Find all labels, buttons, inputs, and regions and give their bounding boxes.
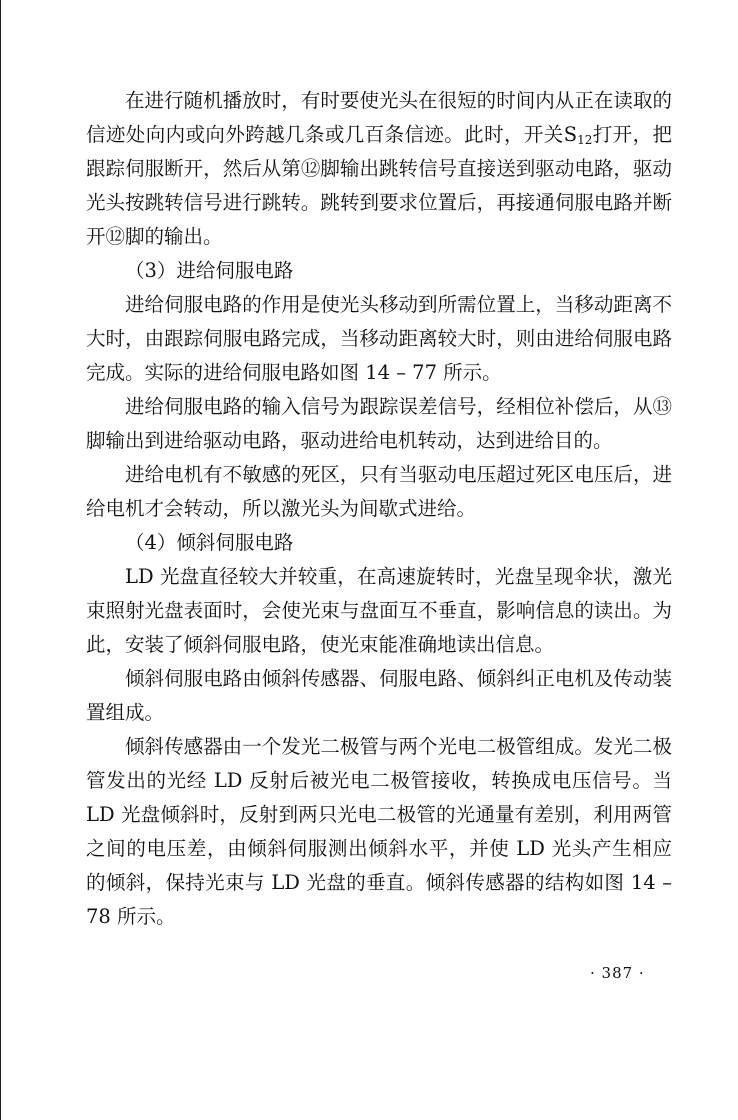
page-number: · 387 · [590, 964, 645, 982]
page-body [86, 84, 672, 934]
paragraph-ld-disc-tilt: LD 光盘直径较大并较重，在高速旋转时，光盘呈现伞状，激光束照射光盘表面时，会使光束与盘面互不垂直，影响信息的读出。为此，安装了倾斜伺服电路，使光束能准确地读出信息。 [86, 565, 672, 656]
paragraph-tilt-sensor: 倾斜传感器由一个发光二极管与两个光电二极管组成。发光二极管发出的光经 LD 反射后被光电二极管接收，转换成电压信号。当 LD 光盘倾斜时，反射到两只光电二极管的光通量有差别，利用两管之间的电压差，由倾斜伺服测出倾斜水平，并使 LD 光头产生相应的倾斜，保持光束与 LD 光盘的垂直。倾斜传感器的结构如图 14 – 78 所示。 [86, 735, 672, 928]
paragraph-text: 打开，把跟踪伺服断开，然后从第⑫脚输出跳转信号直接送到驱动电路，驱动光头按跳转信号进行跳转。跳转到要求位置后，再接通伺服电路并断开⑫脚的输出。 [86, 123, 672, 248]
paragraph-feed-servo-input: 进给伺服电路的输入信号为跟踪误差信号，经相位补偿后，从⑬脚输出到进给驱动电路，驱动进给电机转动，达到进给目的。 [86, 395, 672, 452]
paragraph-random-play [86, 84, 672, 254]
paragraph-tilt-servo-components: 倾斜伺服电路由倾斜传感器、伺服电路、倾斜纠正电机及传动装置组成。 [86, 667, 672, 724]
paragraph-feed-motor-deadzone: 进给电机有不敏感的死区，只有当驱动电压超过死区电压后，进给电机才会转动，所以激光头为间歇式进给。 [86, 463, 672, 520]
paragraph-text: 在进行随机播放时，有时要使光头在很短的时间内从正在读取的信迹处向内或向外跨越几条或几百条信迹。此时，开关 [86, 89, 672, 146]
section-heading-tilt-servo: （4）倾斜伺服电路 [125, 531, 294, 554]
paragraph-feed-servo-purpose: 进给伺服电路的作用是使光头移动到所需位置上，当移动距离不大时，由跟踪伺服电路完成，当移动距离较大时，则由进给伺服电路完成。实际的进给伺服电路如图 14 – 77 所示。 [86, 293, 672, 384]
page-spine-line [0, 0, 1, 1120]
switch-subscript: 12 [577, 133, 593, 147]
section-heading-feed-servo: （3）进给伺服电路 [125, 259, 294, 282]
switch-label: S [563, 123, 578, 146]
